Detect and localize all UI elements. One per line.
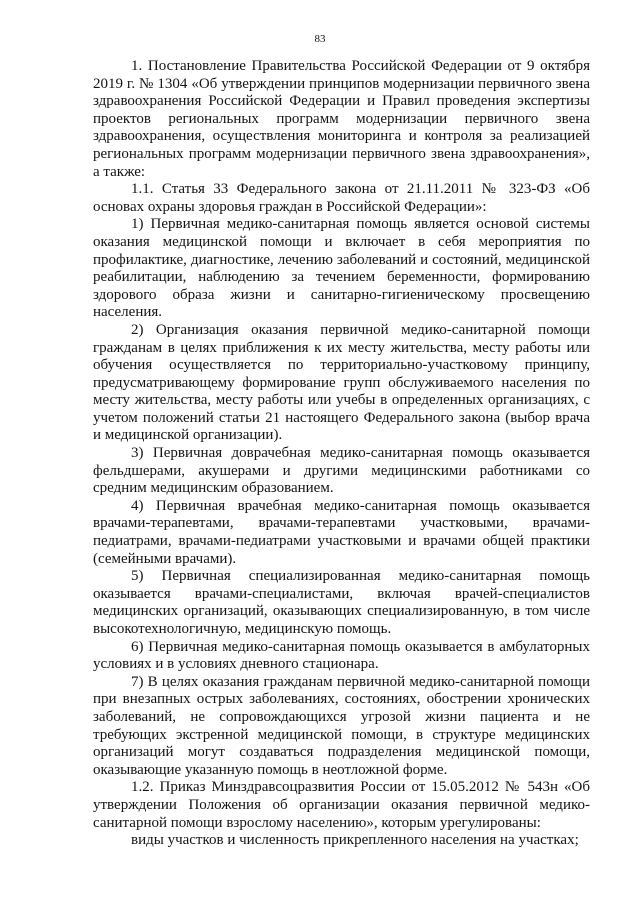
paragraph-article-33: 1.1. Статья 33 Федерального закона от 21.11.2011 № 323-ФЗ «Об основах охраны здоровья граждан в Российской Федерации»: (93, 181, 590, 215)
paragraph-item-1: 1) Первичная медико-санитарная помощь является основой системы оказания медицинской помощи и включает в себя мероприятия по профилактике, диагностике, лечению заболеваний и состояний, медицинской реабилитации, наблюдению за течением беременности, формированию здорового образа жизни и санитарно-гигиеническому просвещению населения. (93, 216, 590, 321)
paragraph-order-543n: 1.2. Приказ Минздравсоцразвития России от 15.05.2012 № 543н «Об утверждении Положения об организации оказания первичной медико-санитарной помощи взрослому населению», которым урегулированы: (93, 779, 590, 831)
document-body (93, 58, 590, 850)
paragraph-item-6: 6) Первичная медико-санитарная помощь оказывается в амбулаторных условиях и в условиях дневного стационара. (93, 638, 590, 673)
paragraph-district-types: виды участков и численность прикрепленного населения на участках; (131, 832, 579, 849)
paragraph-decree-1304: 1. Постановление Правительства Российской Федерации от 9 октября 2019 г. № 1304 «Об утверждении принципов модернизации первичного звена здравоохранения Российской Федерации и Правил проведения экспертизы проектов региональных программ модернизации первичного звена здравоохранения, осуществления мониторинга и контроля за реализацией региональных программ модернизации первичного звена здравоохранения», а также: (93, 58, 590, 180)
paragraph-item-3: 3) Первичная доврачебная медико-санитарная помощь оказывается фельдшерами, акушерами и другими медицинскими работниками со средним медицинским образованием. (93, 445, 590, 497)
paragraph-item-2: 2) Организация оказания первичной медико-санитарной помощи гражданам в целях приближения к их месту жительства, месту работы или обучения осуществляется по территориально-участковому принципу, предусматривающему формирование групп обслуживаемого населения по месту жительства, месту работы или учебы в определенных организациях, с учетом положений статьи 21 настоящего Федерального закона (выбор врача и медицинской организации). (93, 321, 590, 444)
paragraph-item-7: 7) В целях оказания гражданам первичной медико-санитарной помощи при внезапных острых заболеваниях, состояниях, обострении хронических заболеваний, не сопровождающихся угрозой жизни пациента и не требующих экстренной медицинской помощи, в структуре медицинских организаций могут создаваться подразделения медицинской помощи, оказывающие указанную помощь в неотложной форме. (93, 673, 590, 778)
paragraph-item-4: 4) Первичная врачебная медико-санитарная помощь оказывается врачами-терапевтами, врачами-терапевтами участковыми, врачами-педиатрами, врачами-педиатрами участковыми и врачами общей практики (семейными врачами). (93, 497, 590, 567)
page-number: 83 (314, 33, 326, 45)
paragraph-item-5: 5) Первичная специализированная медико-санитарная помощь оказывается врачами-специалистами, включая врачей-специалистов медицинских организаций, оказывающих специализированную, в том числе высокотехнологичную, медицинскую помощь. (93, 568, 590, 637)
